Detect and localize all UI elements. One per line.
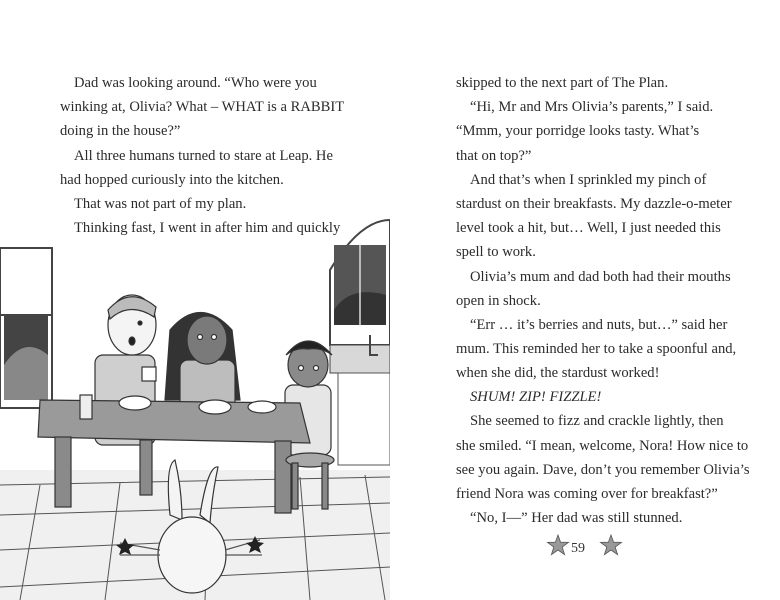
text-line: when she did, the stardust worked! bbox=[456, 365, 660, 381]
window-right bbox=[330, 220, 390, 465]
text-line: “Hi, Mr and Mrs Olivia’s parents,” I said. bbox=[470, 99, 714, 115]
window-left bbox=[0, 248, 52, 408]
text-line: friend Nora was coming over for breakfast?” bbox=[456, 486, 718, 502]
text-line: Olivia’s mum and dad both had their mouths bbox=[470, 269, 731, 285]
text-line: see you again. Dave, don’t you remember Olivia’s bbox=[456, 462, 750, 478]
kitchen-breakfast-scene-illustration bbox=[0, 215, 390, 600]
text-line: skipped to the next part of The Plan. bbox=[456, 75, 669, 91]
text-line: All three humans turned to stare at Leap. He bbox=[74, 148, 333, 164]
text-line: “Err … it’s berries and nuts, but…” said her bbox=[470, 317, 728, 333]
text-line: winking at, Olivia? What – WHAT is a RABBIT bbox=[60, 99, 345, 115]
text-line: open in shock. bbox=[456, 293, 541, 309]
page-number: 59 bbox=[571, 541, 585, 556]
text-line: Thinking fast, I went in after him and quickly bbox=[74, 220, 341, 236]
text-line: that on top?” bbox=[456, 148, 532, 164]
text-line: she smiled. “I mean, welcome, Nora! How nice to bbox=[456, 438, 749, 454]
right-star-icon bbox=[599, 534, 623, 556]
left-star-icon bbox=[546, 534, 570, 556]
text-line: doing in the house?” bbox=[60, 123, 181, 139]
text-line: Dad was looking around. “Who were you bbox=[74, 75, 317, 91]
text-line: “No, I—” Her dad was still stunned. bbox=[470, 510, 683, 526]
text-line: spell to work. bbox=[456, 244, 536, 260]
right-page bbox=[390, 0, 780, 600]
text-line: had hopped curiously into the kitchen. bbox=[60, 172, 284, 188]
text-line: “Mmm, your porridge looks tasty. What’s bbox=[456, 123, 700, 139]
text-line: That was not part of my plan. bbox=[74, 196, 247, 212]
text-line: mum. This reminded her to take a spoonful and, bbox=[456, 341, 737, 357]
text-line: She seemed to fizz and crackle lightly, then bbox=[470, 413, 724, 429]
text-line: SHUM! ZIP! FIZZLE! bbox=[470, 389, 602, 405]
text-line: And that’s when I sprinkled my pinch of bbox=[470, 172, 707, 188]
text-line: stardust on their breakfasts. My dazzle-o-meter bbox=[456, 196, 732, 212]
mum-figure bbox=[165, 313, 240, 416]
text-line: level took a hit, but… Well, I just needed this bbox=[456, 220, 721, 236]
